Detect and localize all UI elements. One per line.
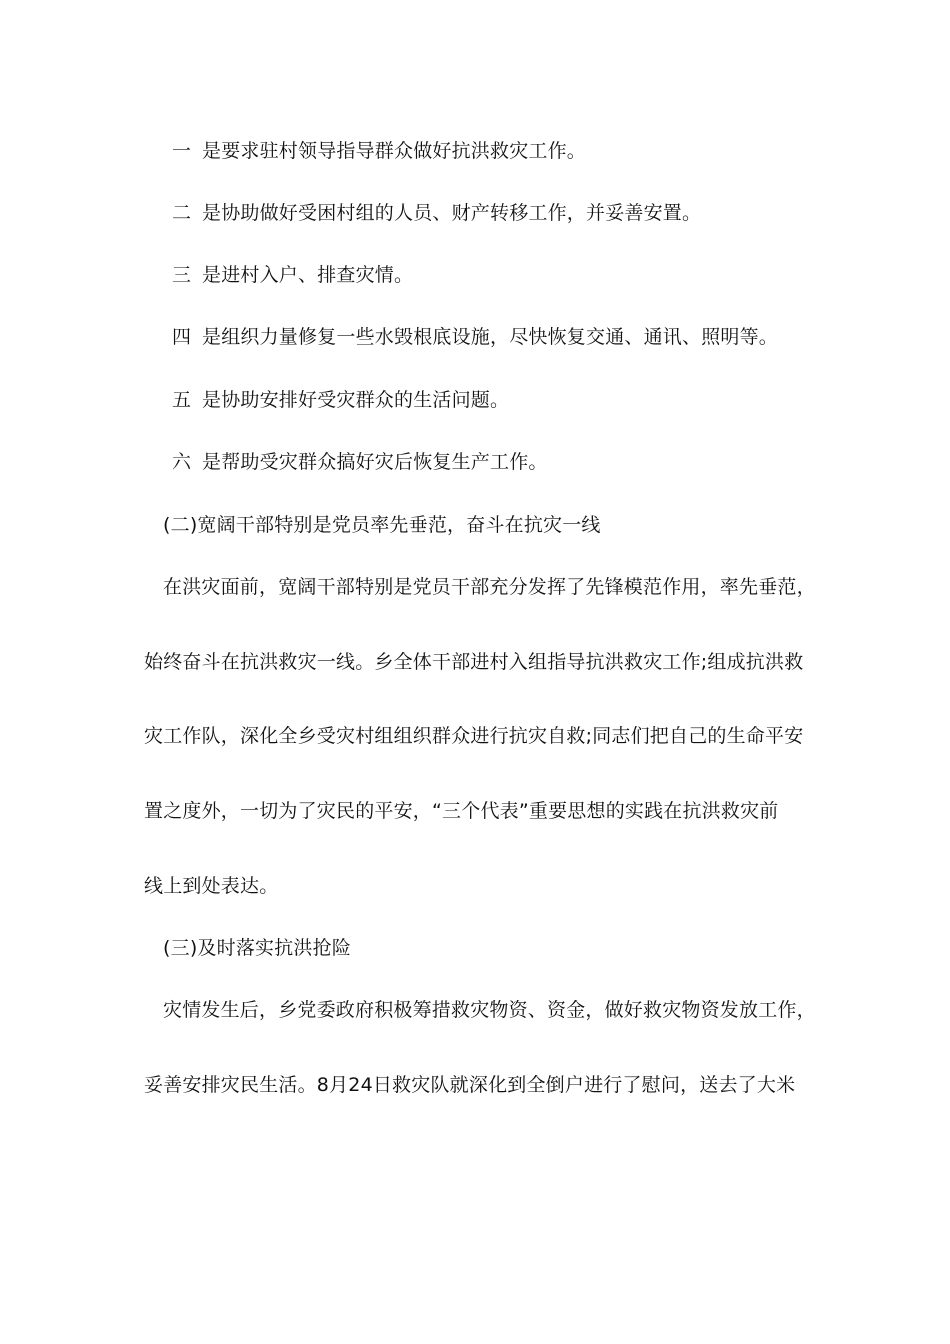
list-item-text: 是协助安排好受灾群众的生活问题。: [202, 389, 510, 411]
list-item-number: 三: [172, 264, 192, 286]
list-item-2: [172, 201, 701, 225]
paragraph-line: 置之度外，一切为了灾民的平安，“三个代表”重要思想的实践在抗洪救灾前: [144, 800, 779, 822]
list-item-text: 是协助做好受困村组的人员、财产转移工作，并妥善安置。: [202, 202, 702, 224]
paragraph-line: 始终奋斗在抗洪救灾一线。乡全体干部进村入组指导抗洪救灾工作;组成抗洪救: [144, 651, 804, 673]
paragraph-line: 在洪灾面前，宽阔干部特别是党员干部充分发挥了先锋模范作用，率先垂范，: [163, 576, 816, 598]
paragraph-line: 灾工作队，深化全乡受灾村组组织群众进行抗灾自救;同志们把自己的生命平安: [144, 725, 804, 747]
list-item-number: 一: [172, 140, 192, 162]
list-item-number: 四: [172, 326, 192, 348]
list-item-text: 是帮助受灾群众搞好灾后恢复生产工作。: [202, 451, 548, 473]
list-item-text: 是组织力量修复一些水毁根底设施，尽快恢复交通、通讯、照明等。: [202, 326, 779, 348]
paragraph-line: 妥善安排灾民生活。8月24日救灾队就深化到全倒户进行了慰问，送去了大米: [144, 1074, 796, 1096]
list-item-6: [172, 450, 548, 474]
list-item-text: 是要求驻村领导指导群众做好抗洪救灾工作。: [202, 140, 587, 162]
list-item-text: 是进村入户、排查灾情。: [202, 264, 414, 286]
section-heading-3: (三)及时落实抗洪抢险: [163, 937, 352, 959]
section-heading-2: (二)宽阔干部特别是党员率先垂范，奋斗在抗灾一线: [163, 514, 601, 536]
paragraph-line: 灾情发生后，乡党委政府积极筹措救灾物资、资金，做好救灾物资发放工作，: [163, 999, 816, 1021]
list-item-3: [172, 263, 413, 287]
list-item-5: [172, 388, 509, 412]
list-item-number: 二: [172, 202, 192, 224]
list-item-1: [172, 139, 586, 163]
list-item-4: [172, 325, 778, 349]
paragraph-line: 线上到处表达。: [144, 875, 279, 897]
list-item-number: 五: [172, 389, 192, 411]
list-item-number: 六: [172, 451, 192, 473]
